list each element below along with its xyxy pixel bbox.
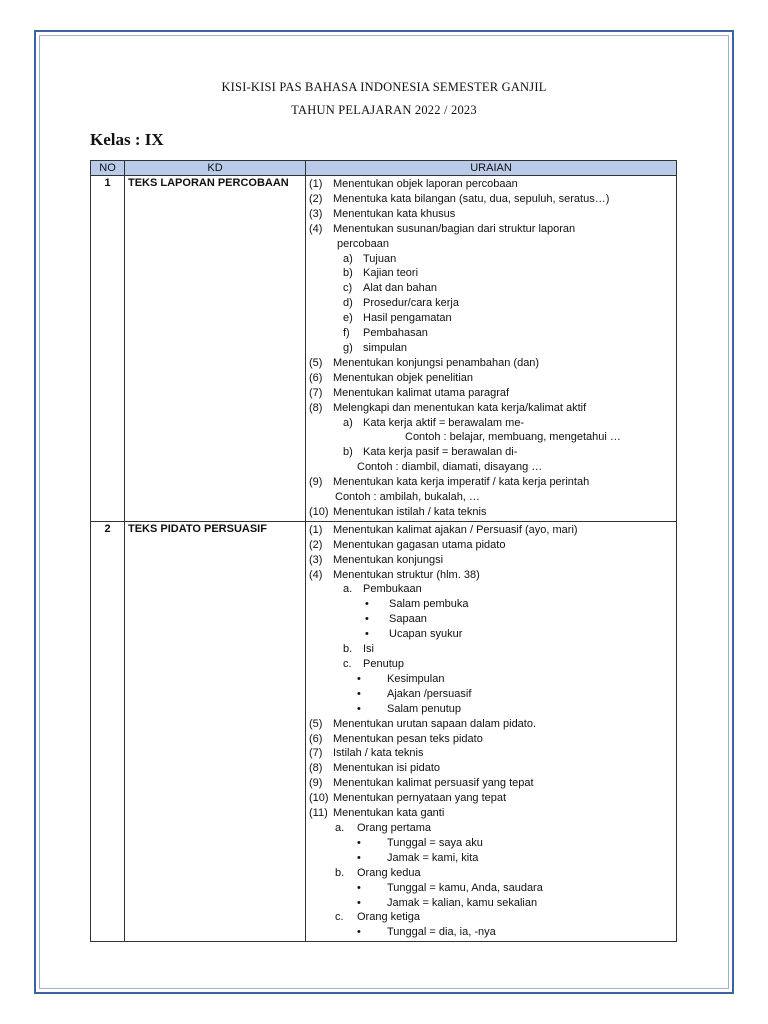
sub-item: a. Pembukaan bbox=[343, 583, 422, 596]
sub-item: g) simpulan bbox=[343, 341, 408, 354]
bullet-item: • Tunggal = dia, ia, -nya bbox=[357, 926, 496, 939]
document-title: KISI-KISI PAS BAHASA INDONESIA SEMESTER GANJIL bbox=[221, 80, 547, 94]
list-item: (8) Melengkapi dan menentukan kata kerja/kalimat aktif bbox=[309, 401, 587, 414]
sub-item: b) Kajian teori bbox=[343, 267, 419, 280]
example-text: Contoh : belajar, membuang, mengetahui … bbox=[405, 431, 621, 444]
list-item-continuation: percobaan bbox=[337, 237, 389, 250]
header-kd: KD bbox=[125, 161, 306, 176]
list-item: (8) Menentukan isi pidato bbox=[309, 762, 441, 775]
list-item: (11) Menentukan kata ganti bbox=[309, 807, 445, 820]
example-text: Contoh : ambilah, bukalah, … bbox=[335, 491, 480, 504]
bullet-icon: • bbox=[357, 672, 361, 685]
row-kd: TEKS PIDATO PERSUASIF bbox=[125, 521, 306, 941]
bullet-icon: • bbox=[357, 926, 361, 939]
document-subtitle: TAHUN PELAJARAN 2022 / 2023 bbox=[291, 103, 477, 117]
list-item: (1) Menentukan objek laporan percobaan bbox=[309, 178, 518, 190]
table-row bbox=[91, 176, 677, 522]
bullet-icon: • bbox=[365, 613, 369, 626]
sub-item: c. Penutup bbox=[343, 658, 404, 670]
sub-item: a. Orang pertama bbox=[335, 821, 431, 834]
row-uraian bbox=[306, 521, 677, 941]
list-item: (6) Menentukan pesan teks pidato bbox=[309, 732, 483, 745]
grid-table bbox=[90, 160, 677, 942]
bullet-item: • Kesimpulan bbox=[357, 672, 445, 685]
list-item: (2) Menentukan gagasan utama pidato bbox=[309, 538, 506, 551]
bullet-icon: • bbox=[357, 836, 361, 849]
bullet-icon: • bbox=[357, 687, 361, 700]
header-uraian: URAIAN bbox=[306, 161, 677, 176]
list-item: (10) Menentukan pernyataan yang tepat bbox=[309, 792, 507, 805]
sub-item: f) Pembahasan bbox=[343, 327, 428, 340]
list-item: (5) Menentukan konjungsi penambahan (dan) bbox=[309, 356, 540, 369]
sub-item: e) Hasil pengamatan bbox=[343, 312, 452, 325]
bullet-icon: • bbox=[365, 628, 369, 641]
list-item: (4) Menentukan susunan/bagian dari struktur laporan bbox=[309, 222, 576, 235]
bullet-item: • Ucapan syukur bbox=[365, 628, 463, 641]
row-uraian bbox=[306, 176, 677, 522]
sub-item: b) Kata kerja pasif = berawalan di- bbox=[343, 446, 518, 459]
sub-item: c) Alat dan bahan bbox=[343, 282, 438, 295]
sub-item: b. Orang kedua bbox=[335, 866, 421, 879]
bullet-icon: • bbox=[357, 851, 361, 864]
list-item: (10) Menentukan istilah / kata teknis bbox=[309, 505, 487, 518]
list-item: (3) Menentukan konjungsi bbox=[309, 553, 444, 566]
sub-item: c. Orang ketiga bbox=[335, 911, 420, 924]
bullet-icon: • bbox=[357, 702, 361, 715]
list-item: (9) Menentukan kalimat persuasif yang tepat bbox=[309, 777, 534, 790]
bullet-icon: • bbox=[365, 598, 369, 611]
bullet-icon: • bbox=[357, 881, 361, 894]
bullet-item: • Jamak = kalian, kamu sekalian bbox=[357, 896, 538, 909]
sub-item: d) Prosedur/cara kerja bbox=[343, 297, 459, 310]
bullet-item: • Jamak = kami, kita bbox=[357, 851, 479, 864]
bullet-item: • Salam pembuka bbox=[365, 598, 469, 611]
bullet-item: • Tunggal = kamu, Anda, saudara bbox=[357, 881, 543, 894]
list-item: (9) Menentukan kata kerja imperatif / kata kerja perintah bbox=[309, 476, 590, 489]
list-item: (6) Menentukan objek penelitian bbox=[309, 371, 474, 384]
header-no: NO bbox=[91, 161, 125, 176]
list-item: (4) Menentukan struktur (hlm. 38) bbox=[309, 568, 480, 581]
example-text: Contoh : diambil, diamati, disayang … bbox=[357, 461, 543, 474]
table-header-row bbox=[91, 161, 677, 176]
row-kd: TEKS LAPORAN PERCOBAAN bbox=[125, 176, 306, 522]
sub-item: b. Isi bbox=[343, 643, 374, 656]
bullet-item: • Salam penutup bbox=[357, 702, 461, 715]
list-item: (5) Menentukan urutan sapaan dalam pidato. bbox=[309, 717, 537, 730]
list-item: (3) Menentukan kata khusus bbox=[309, 207, 456, 220]
bullet-item: • Ajakan /persuasif bbox=[357, 687, 472, 700]
list-item: (2) Menentuka kata bilangan (satu, dua, sepuluh, seratus…) bbox=[309, 192, 610, 205]
sub-item: a) Tujuan bbox=[343, 252, 397, 265]
list-item: (1) Menentukan kalimat ajakan / Persuasif (ayo, mari) bbox=[309, 523, 578, 536]
bullet-icon: • bbox=[357, 896, 361, 909]
bullet-item: • Tunggal = saya aku bbox=[357, 836, 483, 849]
list-item: (7) Istilah / kata teknis bbox=[309, 747, 424, 760]
row-number: 1 bbox=[91, 176, 125, 522]
bullet-item: • Sapaan bbox=[365, 613, 427, 626]
table-row bbox=[91, 521, 677, 941]
list-item: (7) Menentukan kalimat utama paragraf bbox=[309, 386, 510, 399]
sub-item: a) Kata kerja aktif = berawalam me- bbox=[343, 416, 525, 429]
class-label: Kelas : IX bbox=[90, 130, 164, 149]
row-number: 2 bbox=[91, 521, 125, 941]
